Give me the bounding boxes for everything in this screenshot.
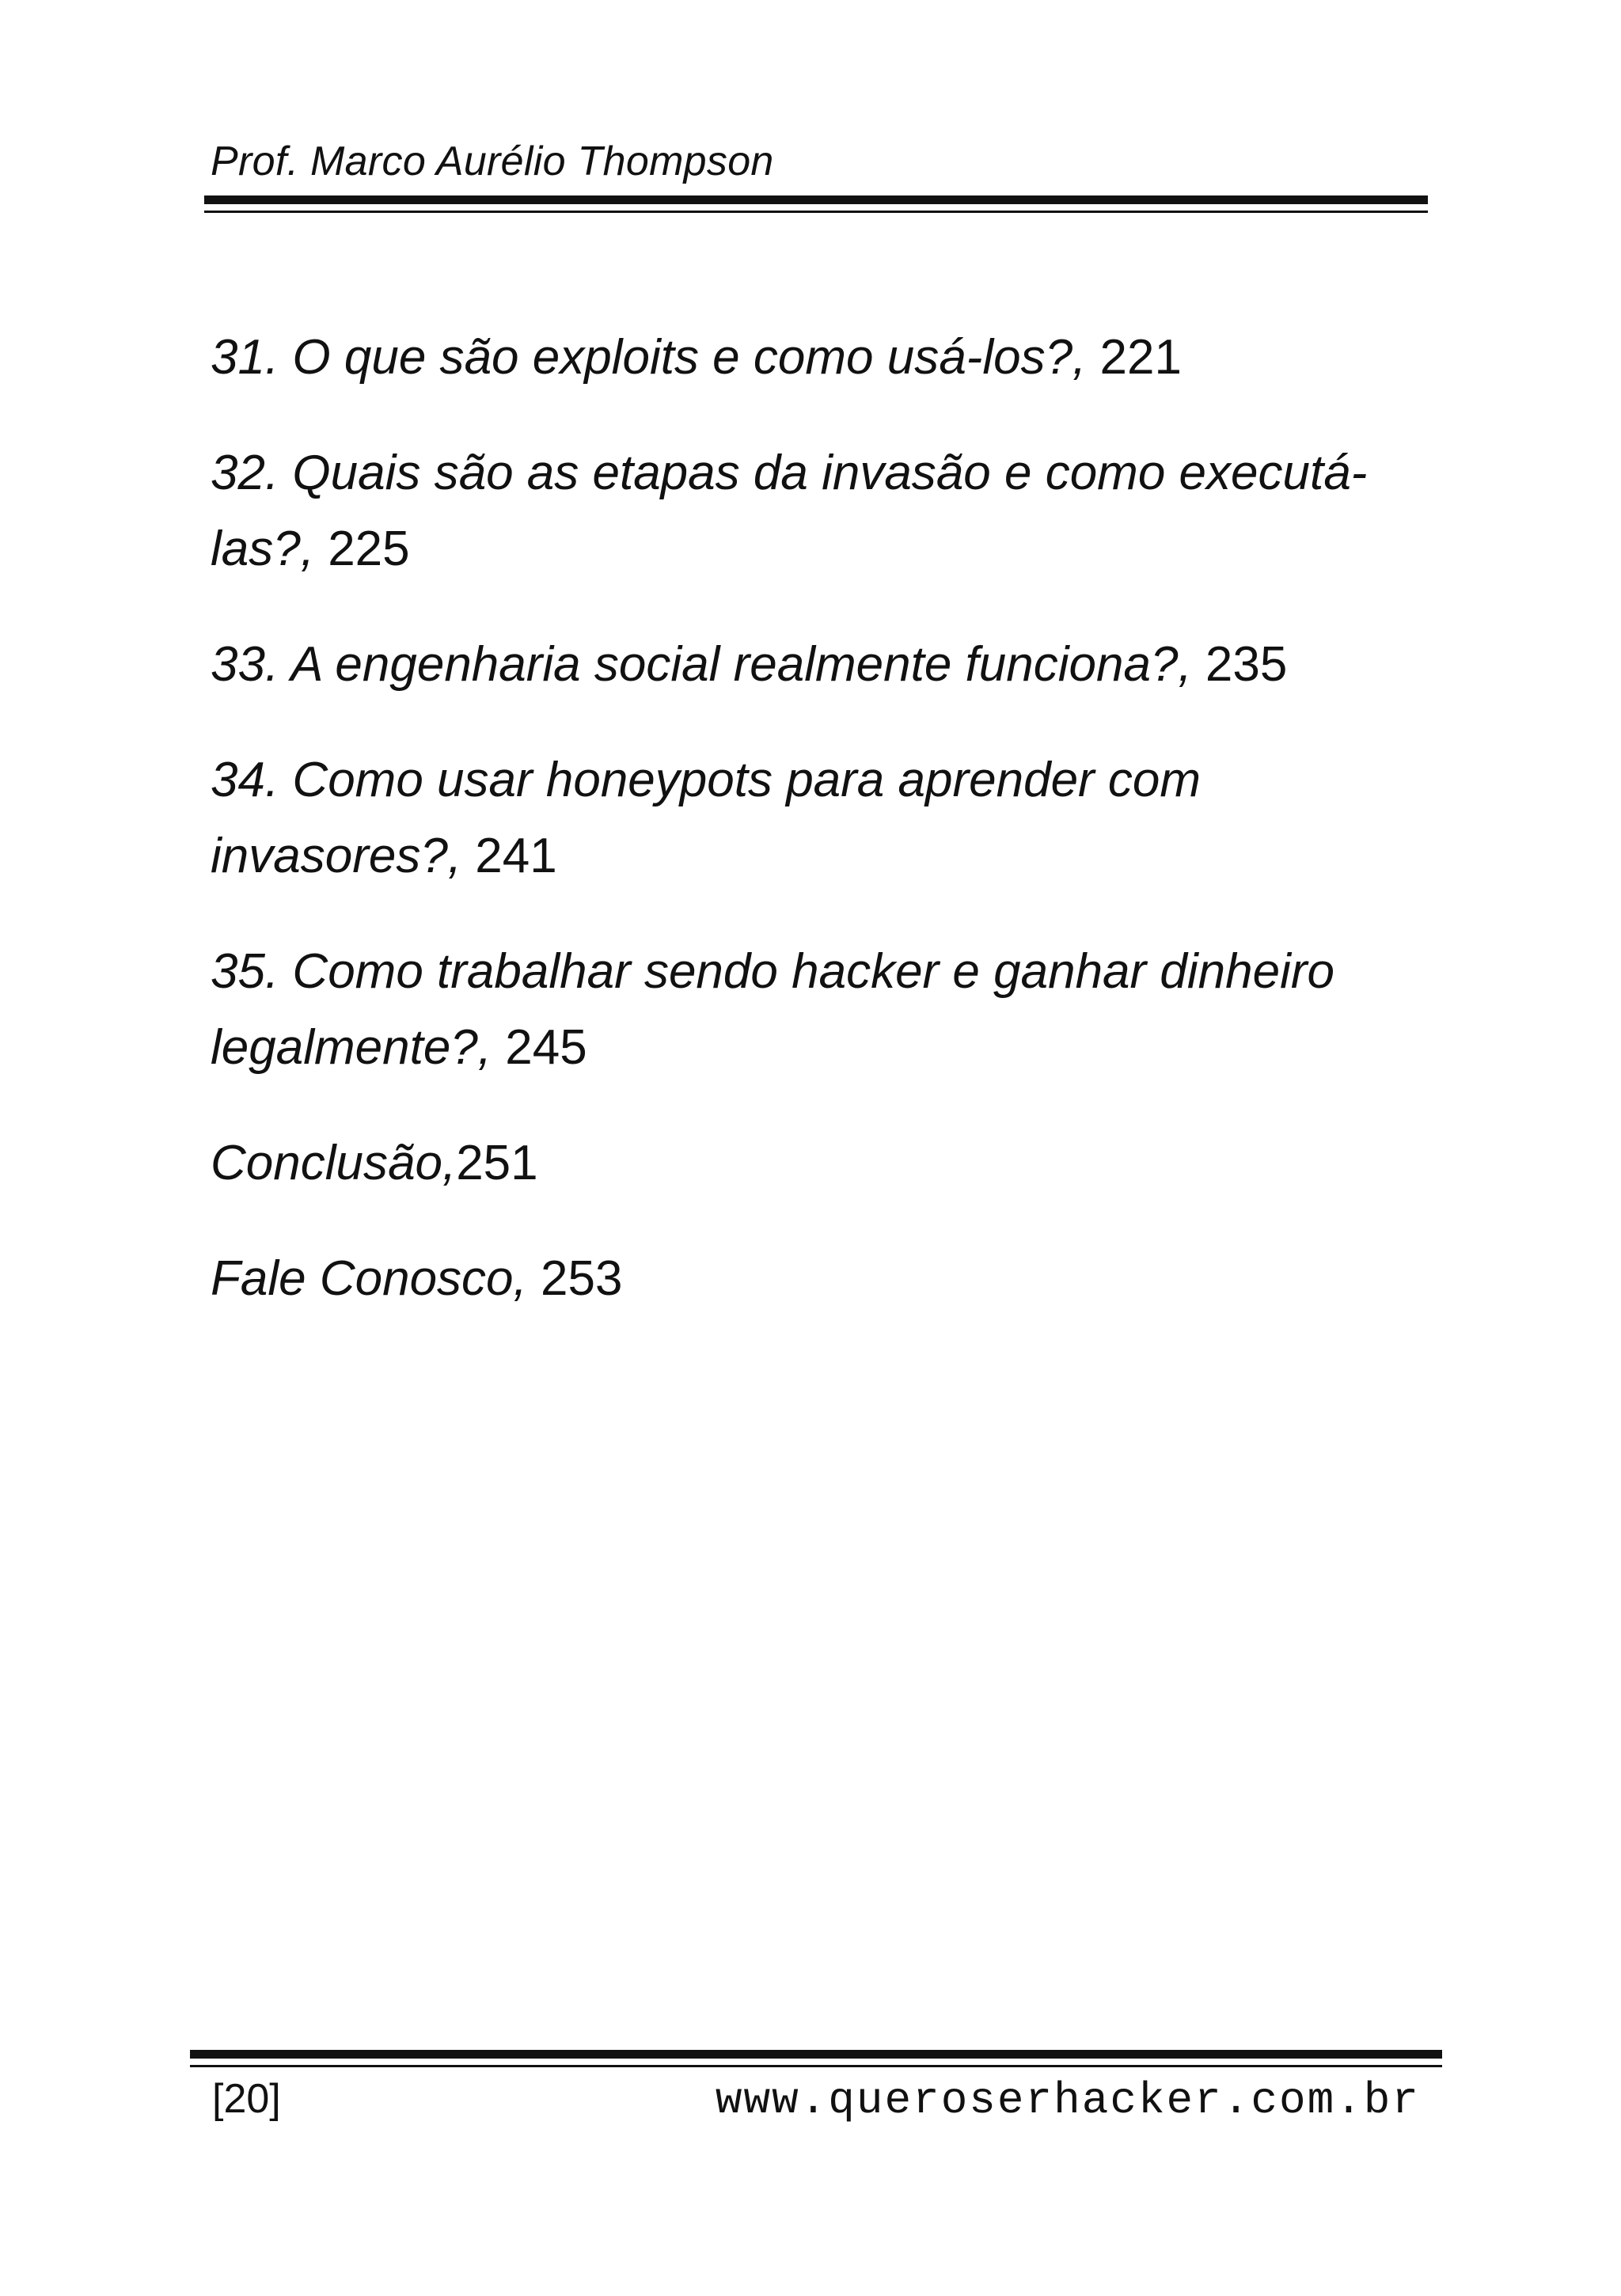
toc-entry[interactable]	[211, 1125, 1414, 1201]
toc-entry[interactable]	[211, 435, 1414, 587]
toc-entry-page: 251	[456, 1136, 538, 1190]
footer-divider-thin	[190, 2065, 1442, 2067]
header-divider-thick	[204, 195, 1428, 204]
toc-entry-page: 235	[1205, 637, 1288, 692]
table-of-contents	[211, 320, 1414, 1357]
toc-entry-title: 32. Quais são as etapas da invasão e como executá-las?,	[211, 446, 1368, 576]
footer-divider-thick	[190, 2050, 1442, 2059]
toc-entry[interactable]	[211, 742, 1414, 894]
header-divider-thin	[204, 211, 1428, 213]
toc-entry-page: 245	[505, 1020, 587, 1075]
toc-entry-title: 31. O que são exploits e como usá-los?,	[211, 330, 1087, 385]
toc-entry-page: 253	[541, 1251, 623, 1306]
toc-entry[interactable]	[211, 320, 1414, 396]
toc-entry-page: 221	[1099, 330, 1182, 385]
toc-entry[interactable]	[211, 1241, 1414, 1317]
toc-entry-title: 34. Como usar honeypots para aprender com invasores?,	[211, 753, 1202, 883]
toc-entry[interactable]	[211, 627, 1414, 703]
toc-entry-title: Fale Conosco,	[211, 1251, 527, 1306]
page-number: [20]	[212, 2076, 281, 2122]
toc-entry-title: 35. Como trabalhar sendo hacker e ganhar dinheiro legalmente?,	[211, 944, 1335, 1075]
toc-entry[interactable]	[211, 934, 1414, 1086]
toc-entry-title: Conclusão,	[211, 1136, 457, 1190]
footer-url-link[interactable]: www.queroserhacker.com.br	[715, 2075, 1420, 2126]
toc-entry-title: 33. A engenharia social realmente funciona?,	[211, 637, 1192, 692]
page-header-author: Prof. Marco Aurélio Thompson	[211, 139, 774, 184]
toc-entry-page: 241	[475, 829, 557, 883]
toc-entry-page: 225	[328, 522, 410, 576]
